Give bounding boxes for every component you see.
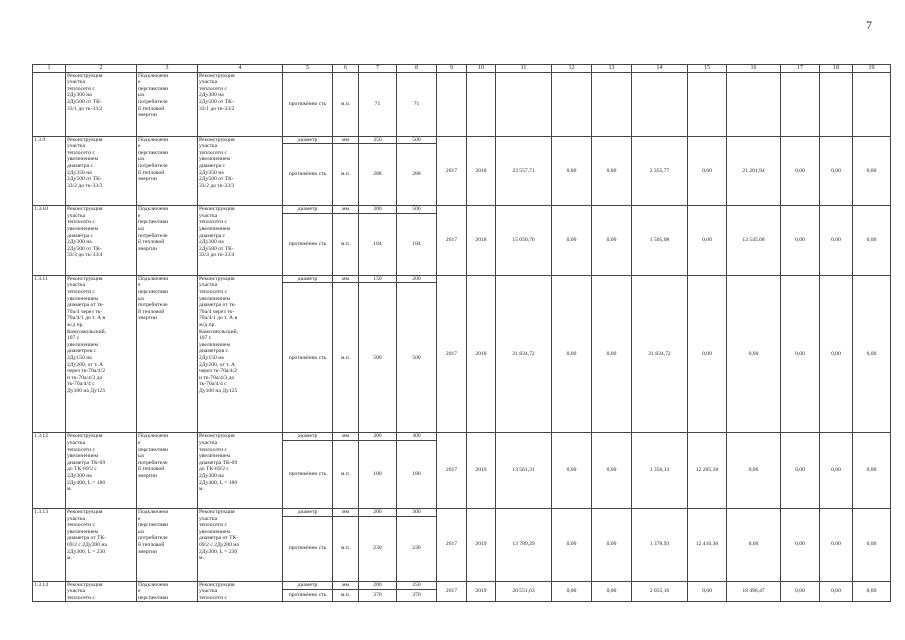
parameter-unit: мм [333, 508, 359, 516]
parameter-name: диаметр [283, 275, 333, 283]
cell-c19: 0,00 [853, 275, 891, 433]
cell-total: 20 551,63 [496, 581, 552, 602]
value-after: 184 [397, 213, 437, 275]
cell-c15: 0,00 [688, 581, 727, 602]
cell-total: 13 561,31 [496, 433, 552, 509]
cell-c19: 0,00 [853, 136, 891, 206]
table-row [33, 508, 891, 516]
cell-end: 2018 [467, 136, 496, 206]
value-before: 184 [359, 213, 397, 275]
cell-c16: 0,00 [727, 508, 781, 581]
column-number: 19 [853, 65, 891, 73]
cell-c19: 0,00 [853, 508, 891, 581]
cell-c14: 2 055,16 [632, 581, 688, 602]
column-number: 18 [820, 65, 853, 73]
parameter-unit: м.п. [333, 516, 359, 581]
value-before: 200 [359, 508, 397, 516]
parameter-unit: мм [333, 275, 359, 283]
cell-c12 [552, 72, 592, 136]
cell-c16: 21 201,94 [727, 136, 781, 206]
cell-start: 2017 [437, 508, 467, 581]
cell-c14: 21 834,72 [632, 275, 688, 433]
parameter-unit: мм [333, 581, 359, 589]
project-description: Реконструкция участка теплосети с увеличением диаметра с 2Ду300 на 2Ду500 от ТК- 33/3 до тк-33/4 [198, 206, 283, 276]
project-name: Реконструкция участка теплосети с увеличением диаметра от тк- 70а/4 через тк- 70а/4/1 до т. А в ж/д пр. Комсомольский, 107 с увеличением диаметров с 2Ду150 на 2Ду200, от т. А через тк-70а/4/2 и тк-70а/4/3 до тк-70а/4/4 с Ду100 на Ду125 [66, 275, 137, 433]
cell-c14: 2 355,77 [632, 136, 688, 206]
value-after: 230 [397, 516, 437, 581]
item-number: 1.3.10 [33, 206, 66, 276]
parameter-name: протяжённо сть [283, 589, 333, 602]
cell-c18: 0,00 [820, 275, 853, 433]
value-after: 180 [397, 440, 437, 508]
column-number: 4 [198, 65, 283, 73]
column-number: 7 [359, 65, 397, 73]
project-name: Реконструкция участка теплосети с увеличением диаметра ТК-69 до ТК-69/2 с 2Ду300 на 2Ду400, L = 180 м. [66, 433, 137, 509]
value-before: 180 [359, 440, 397, 508]
cell-c16 [727, 72, 781, 136]
cell-total [496, 72, 552, 136]
cell-start [437, 72, 467, 136]
value-before: 71 [359, 72, 397, 136]
cell-total: 13 789,29 [496, 508, 552, 581]
cell-c16: 0,00 [727, 433, 781, 509]
parameter-name: диаметр [283, 206, 333, 214]
parameter-name: диаметр [283, 508, 333, 516]
cell-end: 2018 [467, 206, 496, 276]
parameter-unit: м.п. [333, 589, 359, 602]
column-number: 6 [333, 65, 359, 73]
value-after: 250 [397, 581, 437, 589]
table-row [33, 72, 891, 136]
value-before: 300 [359, 433, 397, 441]
cell-c17: 0,00 [781, 508, 820, 581]
parameter-name: диаметр [283, 433, 333, 441]
value-before: 370 [359, 589, 397, 602]
item-number: 1.3.11 [33, 275, 66, 433]
value-after: 200 [397, 275, 437, 283]
cell-c15: 12 205,18 [688, 433, 727, 509]
project-name: Реконструкция участка теплосети с 2Ду300 на 2Ду500 от ТК- 33/1 до тк-33/2 [66, 72, 137, 136]
value-after: 400 [397, 433, 437, 441]
header-row [33, 65, 891, 73]
table-row [33, 275, 891, 283]
cell-c13: 0,00 [592, 275, 632, 433]
cell-c17: 0,00 [781, 136, 820, 206]
table-row [33, 433, 891, 441]
cell-c14: 1 356,13 [632, 433, 688, 509]
project-name: Реконструкция участка теплосети с [66, 581, 137, 602]
parameter-unit: м.п. [333, 440, 359, 508]
value-after: 500 [397, 206, 437, 214]
project-description: Реконструкция участка теплосети с увеличением диаметра с 2Ду350 на 2Ду500 от ТК- 33/2 до тк-33/3 [198, 136, 283, 206]
cell-c15: 0,00 [688, 275, 727, 433]
cell-c16: 18 496,47 [727, 581, 781, 602]
cell-c17: 0,00 [781, 581, 820, 602]
cell-c13: 0,00 [592, 136, 632, 206]
cell-start: 2017 [437, 433, 467, 509]
project-description: Реконструкция участка теплосети с увеличением диаметра ТК-69 до ТК-69/2 с 2Ду300 на 2Ду400, L = 180 м. [198, 433, 283, 509]
investment-table [32, 64, 891, 602]
column-number: 1 [33, 65, 66, 73]
cell-c16: 0,00 [727, 275, 781, 433]
value-after: 500 [397, 136, 437, 144]
project-purpose: Подключени e перспективн ых потребителе й тепловой энергии [137, 508, 198, 581]
table-row [33, 206, 891, 214]
cell-c19: 0,00 [853, 433, 891, 509]
cell-c19: 0,00 [853, 581, 891, 602]
parameter-name: протяжённо сть [283, 440, 333, 508]
cell-c17: 0,00 [781, 206, 820, 276]
value-after: 288 [397, 144, 437, 206]
project-name: Реконструкция участка теплосети с увеличением диаметра с 2Ду300 на 2Ду500 от ТК- 33/3 до тк-33/4 [66, 206, 137, 276]
cell-c19 [853, 72, 891, 136]
cell-c18: 0,00 [820, 136, 853, 206]
column-number: 9 [437, 65, 467, 73]
value-before: 150 [359, 275, 397, 283]
parameter-name: диаметр [283, 136, 333, 144]
cell-c15: 12 410,36 [688, 508, 727, 581]
value-before: 230 [359, 516, 397, 581]
parameter-name: диаметр [283, 581, 333, 589]
column-number: 15 [688, 65, 727, 73]
column-number: 17 [781, 65, 820, 73]
value-after: 500 [397, 283, 437, 433]
parameter-unit: мм [333, 136, 359, 144]
cell-c17: 0,00 [781, 275, 820, 433]
project-name: Реконструкция участка теплосети с увеличением диаметра с 2Ду350 на 2Ду500 от ТК- 33/2 до тк-33/3 [66, 136, 137, 206]
item-number [33, 72, 66, 136]
item-number: 1.3.9 [33, 136, 66, 206]
column-number: 13 [592, 65, 632, 73]
value-before: 288 [359, 144, 397, 206]
column-number: 5 [283, 65, 333, 73]
cell-c15 [688, 72, 727, 136]
column-number: 8 [397, 65, 437, 73]
value-before: 200 [359, 581, 397, 589]
cell-total: 23 557,71 [496, 136, 552, 206]
page-number: 7 [866, 18, 872, 32]
parameter-unit: м.п. [333, 213, 359, 275]
parameter-name: протяжённо сть [283, 516, 333, 581]
cell-c15: 0,00 [688, 136, 727, 206]
item-number: 1.3.14 [33, 581, 66, 602]
cell-c13 [592, 72, 632, 136]
cell-start: 2017 [437, 581, 467, 602]
item-number: 1.3.12 [33, 433, 66, 509]
column-number: 2 [66, 65, 137, 73]
cell-c18: 0,00 [820, 508, 853, 581]
cell-c15: 0,00 [688, 206, 727, 276]
project-name: Реконструкция участка теплосети с увеличением диаметра от ТК- 69/2 с 2Ду200 на 2Ду300, L = 230 м. [66, 508, 137, 581]
cell-c12: 0,00 [552, 206, 592, 276]
column-number: 14 [632, 65, 688, 73]
project-purpose: Подключени e перспективн ых потребителе й тепловой энергии [137, 72, 198, 136]
cell-c17 [781, 72, 820, 136]
project-description: Реконструкция участка теплосети с увеличением диаметра от ТК- 69/2 с 2Ду200 на 2Ду300, L = 230 м. [198, 508, 283, 581]
parameter-unit: м.п. [333, 144, 359, 206]
cell-c18: 0,00 [820, 581, 853, 602]
cell-end: 2019 [467, 581, 496, 602]
cell-start: 2017 [437, 206, 467, 276]
cell-c14: 1 505,08 [632, 206, 688, 276]
value-before: 500 [359, 283, 397, 433]
cell-end: 2019 [467, 508, 496, 581]
project-purpose: Подключени e перспективн ых потребителе й тепловой энергии [137, 136, 198, 206]
cell-c16: 13 545,68 [727, 206, 781, 276]
parameter-name: протяжённо сть [283, 283, 333, 433]
cell-c12: 0,00 [552, 275, 592, 433]
project-description: Реконструкция участка теплосети с [198, 581, 283, 602]
cell-c13: 0,00 [592, 581, 632, 602]
table-row [33, 136, 891, 144]
cell-start: 2017 [437, 136, 467, 206]
project-purpose: Подключени e перспективн ых потребителе й тепловой энергии [137, 275, 198, 433]
cell-c12: 0,00 [552, 136, 592, 206]
column-number: 16 [727, 65, 781, 73]
cell-c18 [820, 72, 853, 136]
cell-c14: 1 378,93 [632, 508, 688, 581]
cell-c13: 0,00 [592, 508, 632, 581]
cell-end: 2018 [467, 275, 496, 433]
value-after: 71 [397, 72, 437, 136]
cell-c14 [632, 72, 688, 136]
parameter-unit: м.п. [333, 283, 359, 433]
parameter-unit: мм [333, 206, 359, 214]
cell-end [467, 72, 496, 136]
project-description: Реконструкция участка теплосети с увеличением диаметра от тк- 70а/4 через тк- 70а/4/1 до т. А в ж/д пр. Комсомольский, 107 с увеличением диаметров с 2Ду150 на 2Ду200, от т. А через тк-70а/4/2 и тк-70а/4/3 до тк-70а/4/4 с Ду100 на Ду125 [198, 275, 283, 433]
column-number: 10 [467, 65, 496, 73]
table-row [33, 581, 891, 589]
item-number: 1.3.13 [33, 508, 66, 581]
parameter-unit: мм [333, 433, 359, 441]
column-number: 12 [552, 65, 592, 73]
cell-c18: 0,00 [820, 433, 853, 509]
cell-total: 15 050,76 [496, 206, 552, 276]
project-purpose: Подключени e перспективн [137, 581, 198, 602]
cell-c17: 0,00 [781, 433, 820, 509]
cell-c18: 0,00 [820, 206, 853, 276]
parameter-name: протяжённо сть [283, 72, 333, 136]
project-purpose: Подключени e перспективн ых потребителе й тепловой энергии [137, 433, 198, 509]
cell-total: 21 834,72 [496, 275, 552, 433]
project-description: Реконструкция участка теплосети с 2Ду300 на 2Ду500 от ТК- 33/1 до тк-33/2 [198, 72, 283, 136]
cell-end: 2019 [467, 433, 496, 509]
value-after: 300 [397, 508, 437, 516]
column-number: 3 [137, 65, 198, 73]
parameter-unit: м.п. [333, 72, 359, 136]
cell-start: 2017 [437, 275, 467, 433]
cell-c12: 0,00 [552, 581, 592, 602]
cell-c13: 0,00 [592, 206, 632, 276]
value-after: 370 [397, 589, 437, 602]
project-purpose: Подключени e перспективн ых потребителе й тепловой энергии [137, 206, 198, 276]
value-before: 300 [359, 206, 397, 214]
parameter-name: протяжённо сть [283, 144, 333, 206]
cell-c12: 0,00 [552, 508, 592, 581]
cell-c13: 0,00 [592, 433, 632, 509]
parameter-name: протяжённо сть [283, 213, 333, 275]
column-number: 11 [496, 65, 552, 73]
value-before: 350 [359, 136, 397, 144]
cell-c19: 0,00 [853, 206, 891, 276]
cell-c12: 0,00 [552, 433, 592, 509]
